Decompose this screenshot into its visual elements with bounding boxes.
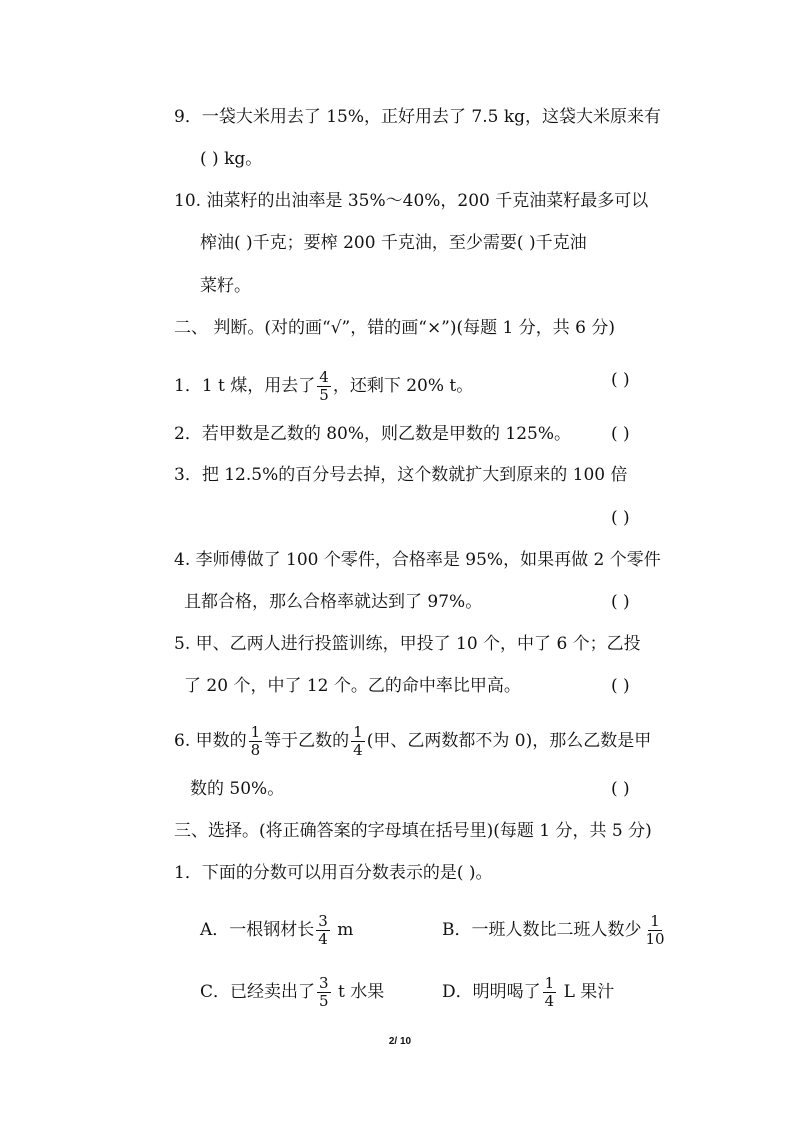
judge-q6-text-after: (甲、乙两数都不为 0)，那么乙数是甲 — [366, 731, 652, 751]
judge-q3-answer[interactable]: ( ) — [611, 508, 630, 528]
fraction-three-fourths — [316, 913, 330, 948]
judge-q1 — [174, 369, 473, 404]
section2-heading: 二、 判断。(对的画“√”，错的画“×”)(每题 1 分，共 6 分) — [174, 318, 616, 338]
choice-q1: 1．下面的分数可以用百分数表示的是( )。 — [174, 863, 493, 883]
fraction-numerator: 3 — [319, 974, 329, 992]
judge-q4-answer[interactable]: ( ) — [611, 592, 630, 612]
judge-q6-text-middle: 等于乙数的 — [264, 731, 350, 751]
q10-line2: 榨油( )千克；要榨 200 千克油，至少需要( )千克油 — [200, 233, 587, 253]
option-b[interactable] — [442, 913, 669, 948]
fraction-denominator: 5 — [319, 992, 329, 1010]
fraction-denominator: 8 — [250, 741, 261, 759]
fraction-denominator: 4 — [318, 930, 328, 948]
judge-q2-answer[interactable]: ( ) — [611, 424, 630, 444]
option-c-text-before: C．已经卖出了 — [200, 982, 316, 1002]
fraction-numerator: 1 — [544, 974, 555, 992]
fraction-numerator: 4 — [319, 368, 329, 386]
judge-q4-line2: 且都合格，那么合格率就达到了 97%。 — [184, 592, 483, 612]
judge-q5-answer[interactable]: ( ) — [611, 676, 630, 696]
fraction-one-tenth — [644, 913, 667, 948]
page-number: 2/ 10 — [388, 1036, 412, 1047]
fraction-numerator: 1 — [353, 723, 363, 741]
fraction-four-fifths — [317, 369, 331, 404]
judge-q5-line2: 了 20 个，中了 12 个。乙的命中率比甲高。 — [184, 676, 521, 696]
fraction-numerator: 1 — [250, 723, 261, 741]
fraction-denominator: 10 — [645, 930, 665, 948]
option-c-text-after: t 水果 — [332, 982, 385, 1002]
option-d-text-after: L 果汁 — [558, 982, 615, 1002]
judge-q6-answer[interactable]: ( ) — [611, 779, 630, 799]
judge-q1-text-before: 1．1 t 煤，用去了 — [174, 376, 316, 396]
fraction-three-fifths — [317, 975, 331, 1010]
q10-line1: 10. 油菜籽的出油率是 35%～40%，200 千克油菜籽最多可以 — [174, 191, 649, 211]
fraction-one-fourth — [351, 724, 365, 759]
option-a-text-before: A．一根钢材长 — [200, 920, 315, 940]
fraction-numerator: 3 — [318, 912, 328, 930]
judge-q3: 3．把 12.5%的百分号去掉，这个数就扩大到原来的 100 倍 — [174, 465, 628, 485]
judge-q1-text-after: ，还剩下 20% t。 — [332, 376, 474, 396]
judge-q6-text-before: 6. 甲数的 — [174, 731, 247, 751]
option-d[interactable] — [442, 975, 614, 1010]
fraction-one-eighth — [249, 724, 263, 759]
option-a-text-after: m — [331, 920, 354, 940]
judge-q5-line1: 5. 甲、乙两人进行投篮训练，甲投了 10 个，中了 6 个；乙投 — [174, 634, 641, 654]
fraction-numerator: 1 — [650, 912, 660, 930]
q9-line1: 9．一袋大米用去了 15%，正好用去了 7.5 kg，这袋大米原来有 — [174, 107, 662, 127]
judge-q6-line1 — [174, 724, 651, 759]
judge-q4-line1: 4. 李师傅做了 100 个零件，合格率是 95%，如果再做 2 个零件 — [174, 550, 661, 570]
option-a[interactable] — [200, 913, 353, 948]
judge-q6-line2: 数的 50%。 — [190, 779, 285, 799]
fraction-denominator: 5 — [319, 386, 329, 404]
fraction-denominator: 4 — [544, 992, 555, 1010]
fraction-one-fourth — [543, 975, 557, 1010]
q10-line3: 菜籽。 — [200, 276, 251, 296]
fraction-denominator: 4 — [353, 741, 363, 759]
judge-q2: 2．若甲数是乙数的 80%，则乙数是甲数的 125%。 — [174, 424, 572, 444]
option-b-text-before: B．一班人数比二班人数少 — [442, 920, 642, 940]
option-c[interactable] — [200, 975, 384, 1010]
section3-heading: 三、选择。(将正确答案的字母填在括号里)(每题 1 分，共 5 分) — [174, 821, 652, 841]
judge-q1-answer[interactable]: ( ) — [611, 370, 630, 390]
option-d-text-before: D．明明喝了 — [442, 982, 541, 1002]
q9-line2: ( ) kg。 — [200, 149, 263, 169]
